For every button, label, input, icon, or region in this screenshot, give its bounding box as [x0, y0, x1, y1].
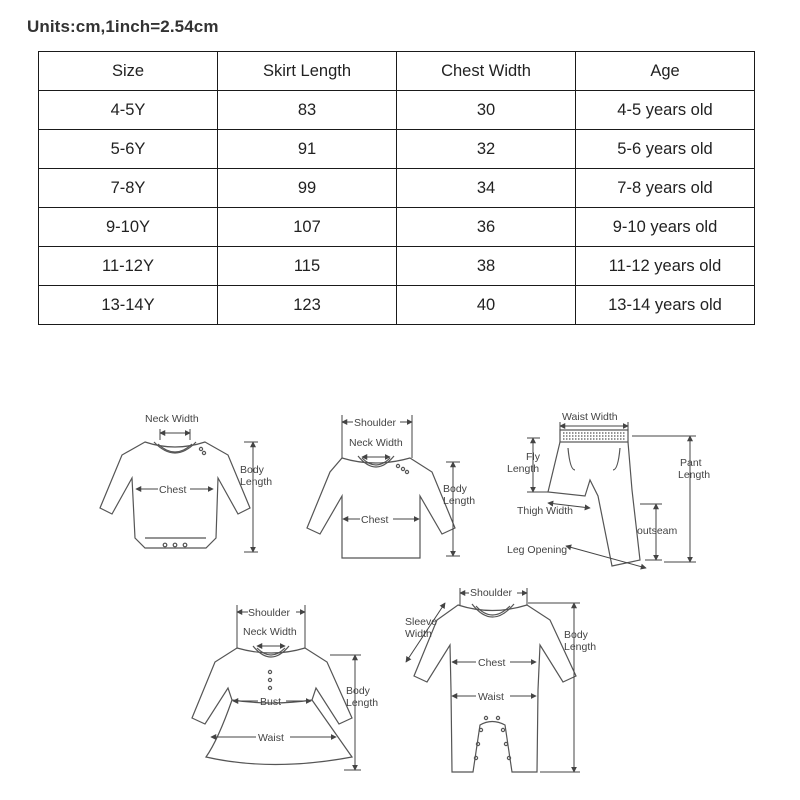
cell-size: 7-8Y — [39, 169, 218, 208]
cell-chest-width: 38 — [397, 247, 576, 286]
pants-length-label: Length — [678, 469, 711, 481]
bodysuit-diagram — [100, 413, 272, 552]
cell-chest-width: 36 — [397, 208, 576, 247]
dress-diagram — [192, 605, 378, 770]
romper-waist-label: Waist — [478, 691, 504, 703]
cell-skirt-length: 91 — [218, 130, 397, 169]
cell-chest-width: 40 — [397, 286, 576, 325]
table-row — [39, 247, 755, 286]
cell-size: 9-10Y — [39, 208, 218, 247]
pants-thigh-width-label: Thigh Width — [517, 505, 574, 517]
sweater-shoulder-label: Shoulder — [354, 417, 397, 429]
measurement-diagrams — [0, 400, 800, 800]
cell-skirt-length: 83 — [218, 91, 397, 130]
cell-chest-width: 34 — [397, 169, 576, 208]
cell-skirt-length: 115 — [218, 247, 397, 286]
romper-diagram — [405, 587, 596, 772]
cell-skirt-length: 123 — [218, 286, 397, 325]
header-age: Age — [576, 52, 755, 91]
pants-waist-width-label: Waist Width — [562, 411, 618, 423]
romper-length-label: Length — [564, 641, 597, 653]
cell-age: 5-6 years old — [576, 130, 755, 169]
table-row — [39, 208, 755, 247]
cell-chest-width: 30 — [397, 91, 576, 130]
dress-length-label: Length — [346, 697, 379, 709]
cell-age: 9-10 years old — [576, 208, 755, 247]
cell-size: 13-14Y — [39, 286, 218, 325]
pants-pant-label: Pant — [680, 457, 702, 469]
bodysuit-body-label: Body — [240, 464, 264, 476]
bodysuit-chest-label: Chest — [159, 484, 187, 496]
table-row — [39, 169, 755, 208]
header-chest-width: Chest Width — [397, 52, 576, 91]
cell-size: 5-6Y — [39, 130, 218, 169]
units-note: Units:cm,1inch=2.54cm — [27, 17, 219, 36]
sweater-length-label: Length — [443, 495, 476, 507]
romper-width-label: Width — [405, 628, 432, 640]
pants-fly-label: Fly — [526, 451, 540, 463]
header-size: Size — [39, 52, 218, 91]
dress-neck-width-label: Neck Width — [243, 626, 297, 638]
table-row — [39, 286, 755, 325]
cell-skirt-length: 99 — [218, 169, 397, 208]
sweater-diagram — [307, 415, 475, 558]
cell-skirt-length: 107 — [218, 208, 397, 247]
sweater-neck-width-label: Neck Width — [349, 437, 403, 449]
dress-body-label: Body — [346, 685, 370, 697]
romper-body-label: Body — [564, 629, 588, 641]
table-row — [39, 130, 755, 169]
romper-outline — [414, 605, 576, 772]
sweater-body-label: Body — [443, 483, 467, 495]
dress-shoulder-label: Shoulder — [248, 607, 291, 619]
sweater-chest-label: Chest — [361, 514, 389, 526]
header-skirt-length: Skirt Length — [218, 52, 397, 91]
pants-fly-length-label: Length — [507, 463, 540, 475]
cell-age: 4-5 years old — [576, 91, 755, 130]
dress-bust-label: Bust — [260, 696, 282, 708]
bodysuit-neck-width-label: Neck Width — [145, 413, 199, 425]
pants-diagram — [507, 411, 710, 568]
table-row — [39, 91, 755, 130]
dress-waist-label: Waist — [258, 732, 284, 744]
pants-leg-opening-label: Leg Opening — [507, 544, 568, 556]
romper-shoulder-label: Shoulder — [470, 587, 513, 599]
bodysuit-length-label: Length — [240, 476, 273, 488]
size-chart-table — [38, 51, 755, 325]
pants-outseam-label: outseam — [637, 525, 678, 537]
cell-age: 7-8 years old — [576, 169, 755, 208]
cell-size: 11-12Y — [39, 247, 218, 286]
cell-size: 4-5Y — [39, 91, 218, 130]
cell-age: 11-12 years old — [576, 247, 755, 286]
cell-chest-width: 32 — [397, 130, 576, 169]
table-header-row — [39, 52, 755, 91]
romper-sleeve-label: Sleeve — [405, 616, 438, 628]
romper-chest-label: Chest — [478, 657, 506, 669]
cell-age: 13-14 years old — [576, 286, 755, 325]
sweater-outline — [307, 458, 455, 558]
